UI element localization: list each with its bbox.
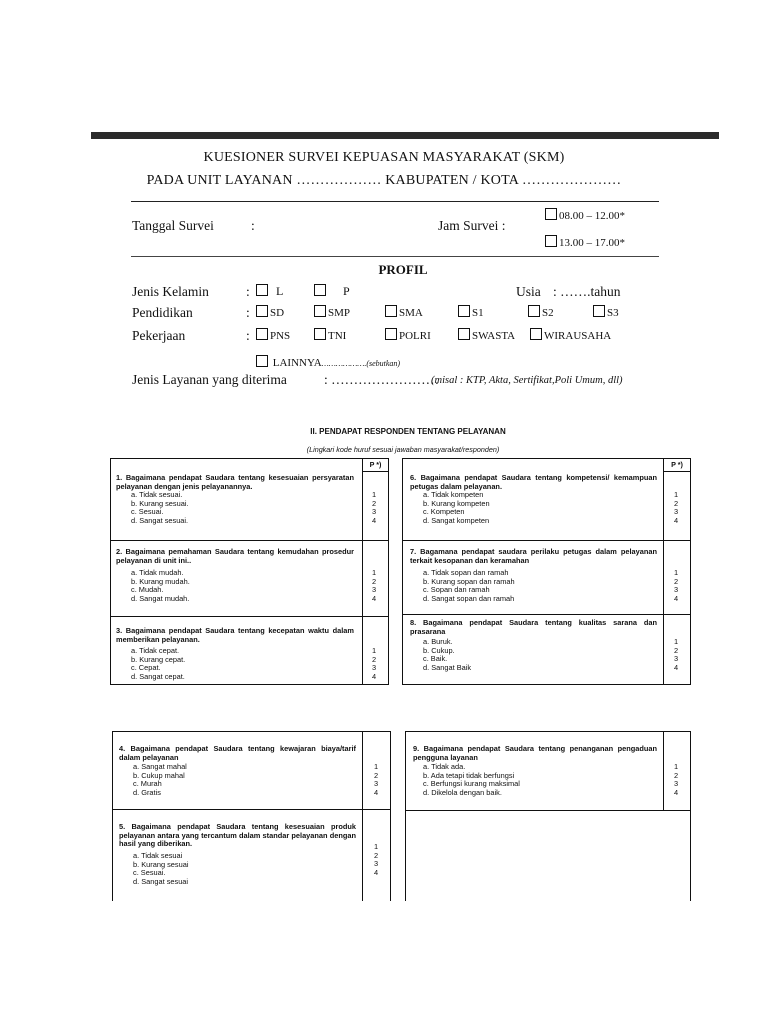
answer-code[interactable]: 4 — [371, 671, 377, 681]
education-option-sd[interactable]: SD — [256, 305, 284, 319]
answer-option[interactable]: d. Sangat sesuai. — [131, 515, 189, 525]
gender-option-l[interactable]: L — [256, 284, 283, 299]
table-divider — [663, 458, 664, 685]
answer-code[interactable]: 3 — [673, 585, 679, 595]
time-option-morning[interactable]: 08.00 – 12.00* — [545, 208, 625, 222]
answer-code[interactable]: 1 — [673, 637, 679, 646]
section-title: II. PENDAPAT RESPONDEN TENTANG PELAYANAN — [310, 427, 506, 436]
question-text: 8. Bagaimana pendapat Saudara tentang kualitas sarana dan prasarana — [410, 618, 657, 636]
survey-time-label: Jam Survei : — [438, 218, 506, 233]
header-divider — [131, 201, 659, 202]
job-label: Pekerjaan — [132, 328, 186, 343]
checkbox[interactable] — [256, 284, 268, 296]
time-option-afternoon[interactable]: 13.00 – 17.00* — [545, 235, 625, 249]
job-other-fill[interactable]: ……………….(sebutkan) — [321, 359, 401, 368]
answer-code[interactable]: 1 — [673, 490, 679, 499]
answer-option[interactable]: d. Sangat Baik — [423, 662, 472, 672]
checkbox[interactable] — [530, 328, 542, 340]
answer-code[interactable]: 1 — [673, 762, 679, 771]
checkbox[interactable] — [458, 305, 470, 317]
answer-option[interactable]: d. Sangat mudah. — [131, 593, 190, 603]
table-divider — [362, 458, 363, 685]
service-label: Jenis Layanan yang diterima — [132, 372, 287, 387]
row-divider — [402, 540, 691, 541]
answer-option[interactable]: d. Sangat cepat. — [131, 671, 185, 681]
question-text: 7. Bagamana pendapat saudara perilaku petugas dalam pelayanan terkait kesopanan dan keramahan — [410, 547, 657, 565]
survey-date-colon[interactable]: : — [251, 218, 255, 233]
survey-date-label: Tanggal Survei — [132, 218, 214, 233]
answer-option[interactable]: b. Kurang sesuai — [133, 859, 189, 869]
checkbox[interactable] — [458, 328, 470, 340]
job-option-polri[interactable]: POLRI — [385, 328, 431, 342]
answer-code[interactable]: 1 — [371, 490, 377, 499]
profile-divider — [131, 256, 659, 257]
table-divider — [663, 471, 691, 472]
education-option-s3[interactable]: S3 — [593, 305, 619, 319]
answer-codes — [370, 843, 382, 877]
answer-code[interactable]: 4 — [371, 515, 377, 525]
gender-colon: : — [246, 284, 250, 299]
question-text: 9. Bagaimana pendapat Saudara tentang penanganan pengaduan pengguna layanan — [413, 744, 657, 762]
answer-option[interactable]: a. Tidak cepat. — [131, 646, 180, 655]
checkbox[interactable] — [314, 284, 326, 296]
answer-options[interactable] — [131, 647, 185, 681]
education-label: Pendidikan — [132, 305, 193, 320]
answer-code[interactable]: 4 — [371, 593, 377, 603]
answer-code[interactable]: 4 — [373, 787, 379, 797]
answer-option[interactable]: d. Sangat sopan dan ramah — [423, 593, 515, 603]
answer-option[interactable]: a. Tidak sesuai — [133, 851, 183, 860]
answer-option[interactable]: b. Kurang kompeten — [423, 498, 490, 508]
answer-option[interactable]: c. Sopan dan ramah — [423, 585, 490, 595]
answer-option[interactable]: c. Baik. — [423, 654, 448, 664]
job-option-wirausaha[interactable]: WIRAUSAHA — [530, 328, 611, 342]
answer-code[interactable]: 4 — [673, 662, 679, 672]
checkbox[interactable] — [256, 305, 268, 317]
answer-code[interactable]: 3 — [373, 859, 379, 869]
answer-code[interactable]: 4 — [673, 593, 679, 603]
answer-option[interactable]: c. Sesuai. — [133, 868, 166, 878]
gender-label: Jenis Kelamin — [132, 284, 209, 299]
answer-code[interactable]: 3 — [373, 779, 379, 789]
answer-option[interactable]: b. Ada tetapi tidak berfungsi — [423, 770, 515, 780]
job-option-tni[interactable]: TNI — [314, 328, 346, 342]
answer-options[interactable] — [131, 491, 189, 525]
answer-code[interactable]: 1 — [371, 568, 377, 577]
answer-codes — [368, 491, 380, 525]
education-option-smp[interactable]: SMP — [314, 305, 350, 319]
checkbox[interactable] — [593, 305, 605, 317]
answer-code[interactable]: 3 — [673, 779, 679, 789]
row-divider — [110, 540, 389, 541]
answer-option[interactable]: b. Cukup mahal — [133, 770, 185, 780]
answer-code[interactable]: 1 — [373, 842, 379, 851]
row-divider — [402, 614, 691, 615]
age-label: Usia — [516, 284, 541, 299]
answer-option[interactable]: a. Tidak kompeten — [423, 490, 484, 499]
score-column-header: P *) — [671, 460, 683, 469]
education-option-s2[interactable]: S2 — [528, 305, 554, 319]
answer-option[interactable]: d. Gratis — [133, 787, 161, 797]
answer-code[interactable]: 3 — [371, 585, 377, 595]
answer-options[interactable] — [423, 569, 515, 603]
answer-option[interactable]: b. Kurang mudah. — [131, 576, 190, 586]
answer-option[interactable]: c. Cepat. — [131, 663, 161, 673]
profile-heading: PROFIL — [378, 262, 428, 277]
score-column-header: P *) — [369, 460, 382, 469]
age-field[interactable]: : …….tahun — [553, 284, 621, 299]
answer-option[interactable]: c. Sesuai. — [131, 507, 164, 517]
answer-option[interactable]: c. Mudah. — [131, 585, 164, 595]
service-field[interactable]: : …………………… — [324, 372, 440, 387]
service-example: (misal : KTP, Akta, Sertifikat,Poli Umum, dll) — [431, 375, 623, 386]
job-option-pns[interactable]: PNS — [256, 328, 290, 342]
education-colon: : — [246, 305, 250, 320]
answer-code[interactable]: 2 — [371, 498, 377, 508]
answer-code[interactable]: 1 — [371, 646, 377, 655]
answer-option[interactable]: a. Tidak sesuai. — [131, 490, 183, 499]
checkbox[interactable] — [545, 235, 557, 247]
education-option-s1[interactable]: S1 — [458, 305, 484, 319]
question-text: 5. Bagaimana pendapat Saudara tentang kesesuaian produk pelayanan antara yang tercantum dalam standar pelayanan dengan hasil yang diberikan. — [119, 822, 356, 849]
table-divider — [663, 731, 664, 810]
form-title: KUESIONER SURVEI KEPUASAN MASYARAKAT (SKM) — [203, 150, 565, 165]
checkbox[interactable] — [545, 208, 557, 220]
answer-code[interactable]: 2 — [673, 645, 679, 655]
answer-option[interactable]: a. Tidak ada. — [423, 762, 466, 771]
table-divider — [362, 731, 363, 901]
answer-codes — [368, 569, 380, 603]
answer-option[interactable]: a. Tidak sopan dan ramah — [423, 568, 509, 577]
answer-option[interactable]: c. Murah — [133, 779, 162, 789]
answer-options[interactable] — [133, 763, 187, 797]
answer-option[interactable]: b. Cukup. — [423, 645, 455, 655]
row-divider — [405, 810, 691, 811]
answer-option[interactable]: b. Kurang cepat. — [131, 654, 186, 664]
table-divider — [362, 471, 389, 472]
answer-code[interactable]: 4 — [373, 867, 379, 877]
checkbox[interactable] — [528, 305, 540, 317]
answer-code[interactable]: 3 — [673, 507, 679, 517]
answer-code[interactable]: 3 — [673, 654, 679, 664]
answer-option[interactable]: d. Dikelola dengan baik. — [423, 787, 502, 797]
row-divider — [112, 809, 391, 810]
answer-option[interactable]: d. Sangat kompeten — [423, 515, 490, 525]
checkbox[interactable] — [385, 305, 397, 317]
education-option-sma[interactable]: SMA — [385, 305, 423, 319]
answer-options[interactable] — [423, 491, 490, 525]
question-text: 2. Bagaimana pemahaman Saudara tentang kemudahan prosedur pelayanan di unit ini.. — [116, 547, 354, 565]
answer-code[interactable]: 2 — [673, 770, 679, 780]
answer-option[interactable]: c. Berfungsi kurang maksimal — [423, 779, 520, 789]
checkbox[interactable] — [385, 328, 397, 340]
checkbox[interactable] — [314, 305, 326, 317]
answer-option[interactable]: a. Buruk. — [423, 637, 453, 646]
question-text: 1. Bagaimana pendapat Saudara tentang kesesuaian persyaratan pelayanan dengan jenis pelayanannya. — [116, 473, 354, 491]
answer-option[interactable]: c. Kompeten — [423, 507, 465, 517]
answer-codes — [670, 491, 682, 525]
top-divider-bar — [91, 132, 719, 139]
answer-code[interactable]: 2 — [673, 576, 679, 586]
answer-code[interactable]: 1 — [373, 762, 379, 771]
answer-codes — [670, 763, 682, 797]
answer-codes — [670, 638, 682, 672]
answer-options[interactable] — [133, 852, 188, 886]
question-text: 3. Bagaimana pendapat Saudara tentang kecepatan waktu dalam memberikan pelayanan. — [116, 626, 354, 644]
answer-option[interactable]: a. Sangat mahal — [133, 762, 187, 771]
answer-codes — [670, 569, 682, 603]
row-divider — [110, 616, 389, 617]
answer-codes — [368, 647, 380, 681]
form-subtitle: PADA UNIT LAYANAN ……………… KABUPATEN / KOTA ………………… — [146, 173, 622, 188]
answer-options[interactable] — [423, 638, 471, 672]
answer-codes — [370, 763, 382, 797]
answer-code[interactable]: 3 — [371, 663, 377, 673]
answer-options[interactable] — [131, 569, 190, 603]
job-colon: : — [246, 328, 250, 343]
gender-option-p[interactable]: P — [314, 284, 350, 299]
answer-code[interactable]: 3 — [371, 507, 377, 517]
answer-option[interactable]: b. Kurang sopan dan ramah — [423, 576, 515, 586]
answer-option[interactable]: a. Tidak mudah. — [131, 568, 184, 577]
job-option-other[interactable]: LAINNYA……………….(sebutkan) — [256, 355, 400, 369]
job-option-swasta[interactable]: SWASTA — [458, 328, 515, 342]
answer-option[interactable]: d. Sangat sesuai — [133, 876, 189, 886]
answer-code[interactable]: 2 — [673, 498, 679, 508]
answer-options[interactable] — [423, 763, 520, 797]
checkbox[interactable] — [314, 328, 326, 340]
answer-code[interactable]: 2 — [371, 576, 377, 586]
answer-code[interactable]: 2 — [373, 770, 379, 780]
section-instruction: (Lingkari kode huruf sesuai jawaban masyarakat/responden) — [306, 445, 500, 454]
checkbox[interactable] — [256, 328, 268, 340]
answer-code[interactable]: 4 — [673, 515, 679, 525]
question-text: 4. Bagaimana pendapat Saudara tentang kewajaran biaya/tarif dalam pelayanan — [119, 744, 356, 762]
checkbox[interactable] — [256, 355, 268, 367]
answer-option[interactable]: b. Kurang sesuai. — [131, 498, 189, 508]
answer-code[interactable]: 2 — [371, 654, 377, 664]
answer-code[interactable]: 4 — [673, 787, 679, 797]
question-text: 6. Bagaimana pendapat Saudara tentang kompetensi/ kemampuan petugas dalam pelayanan. — [410, 473, 657, 491]
answer-code[interactable]: 2 — [373, 850, 379, 860]
answer-code[interactable]: 1 — [673, 568, 679, 577]
